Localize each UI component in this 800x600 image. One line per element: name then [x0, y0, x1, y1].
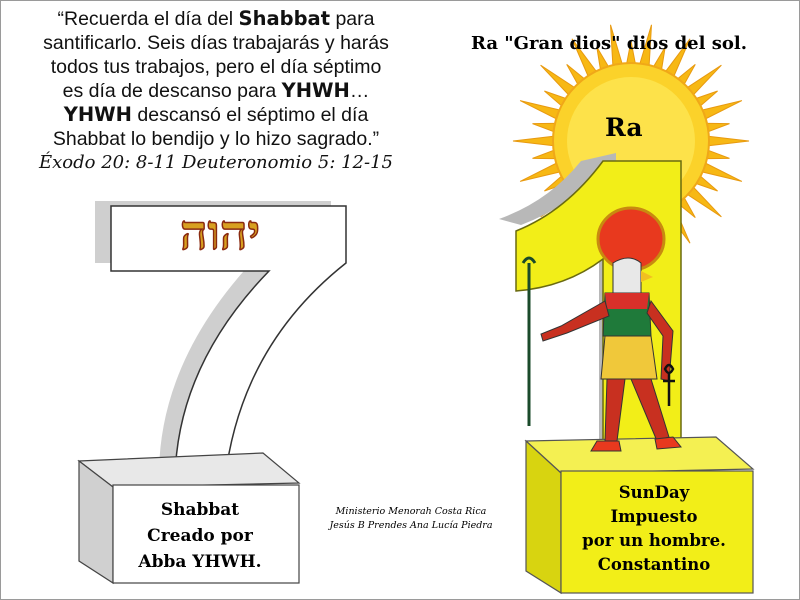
right-box-caption: [564, 481, 744, 577]
caption-line: Shabbat: [160, 500, 240, 520]
caption-line: Constantino: [597, 555, 711, 574]
caption-line: Impuesto: [610, 507, 698, 526]
quote-emphasis: YHWH: [281, 79, 350, 102]
ra-title: Ra "Gran dios" dios del sol.: [471, 33, 747, 54]
credits-line: Jesús B Prendes Ana Lucía Piedra: [329, 520, 493, 531]
hebrew-name: יהוה: [179, 205, 261, 261]
credits: [305, 505, 517, 533]
quote-line: para: [330, 8, 375, 30]
quote-emphasis: YHWH: [63, 103, 132, 126]
quote-emphasis: Shabbat: [238, 7, 331, 30]
scripture-reference: Éxodo 20: 8-11 Deuteronomio 5: 12-15: [38, 152, 393, 173]
scripture-quote: [7, 7, 425, 174]
quote-line: santificarlo. Seis días trabajarás y harás: [43, 32, 389, 54]
quote-line: …: [349, 80, 370, 102]
left-box-caption: [113, 497, 287, 575]
quote-line: Shabbat lo bendijo y lo hizo sagrado.”: [52, 128, 380, 150]
caption-line: Abba YHWH.: [138, 552, 262, 572]
sun-label: Ra: [605, 113, 643, 142]
quote-line: “Recuerda el día del: [57, 8, 239, 30]
caption-line: por un hombre.: [582, 531, 726, 550]
caption-line: Creado por: [147, 526, 253, 546]
quote-line: todos tus trabajos, pero el día séptimo: [50, 56, 382, 78]
quote-line: es día de descanso para: [62, 80, 282, 102]
caption-line: SunDay: [618, 483, 690, 502]
credits-line: Ministerio Menorah Costa Rica: [335, 506, 487, 517]
quote-line: descansó el séptimo el día: [131, 104, 369, 126]
